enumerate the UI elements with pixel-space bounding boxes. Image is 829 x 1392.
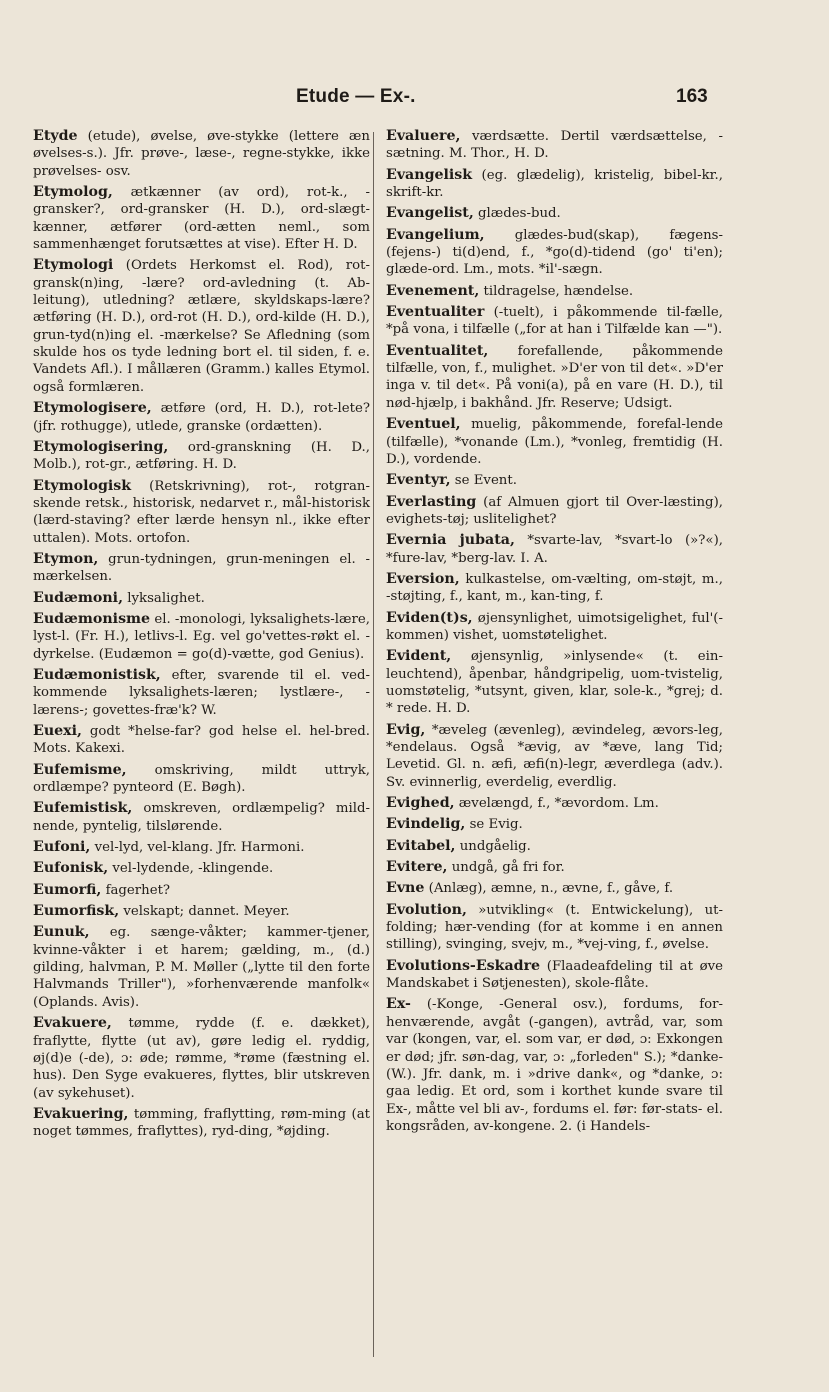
dictionary-entry	[386, 532, 723, 567]
entry-definition: (af Almuen gjort til Over-læsting), evighets-tøj; uslitelighet?	[386, 494, 723, 527]
entry-headword: Evakuering,	[33, 1105, 129, 1122]
dictionary-entry	[33, 551, 370, 586]
entry-definition: værdsætte. Dertil værdsættelse, -sætning. M. Thor., H. D.	[386, 129, 723, 162]
dictionary-entry	[386, 472, 723, 489]
entry-definition: el. -monologi, lyksalighets-lære, lyst-l. (Fr. H.), letlivs-l. Eg. vel go'vettes-røkt el. -dyrkelse. (Eudæmon = go(d)-vætte, god Genius).	[33, 611, 370, 662]
entry-definition: »utvikling« (t. Entwickelung), ut-folding; hær-vending (for at komme i en annen stilling), svinging, svejv, m., *vej-ving, f., øvelse.	[386, 902, 723, 953]
dictionary-entry	[386, 571, 723, 606]
entry-definition: muelig, påkommende, forefal-lende (tilfælle), *vonande (Lm.), *vonleg, fremtidig (H. D.), vordende.	[386, 417, 723, 467]
dictionary-entry	[386, 128, 723, 163]
entry-definition: (Ordets Herkomst el. Rod), rot-gransk(n)ing, -lære? ord-avledning (t. Ab-leitung), utledning? ætlære, skyldskaps-lære? ætføring (H. D.), ord-rot (H. D.), ord-kilde (H. D.), grun-tyd(n)ing el. -mærkelse? Se Afledning (som skulde hos os tyde ledning bort el. til siden, f. e. Vandets Afl.). I mållæren (Gramm.) kalles Etymol. også formlæren.	[33, 258, 370, 395]
entry-headword: Everlasting	[386, 493, 477, 510]
entry-definition: øjensynlighet, uimotsigelighet, ful'(-kommen) vishet, uomstøtelighet.	[386, 610, 723, 643]
entry-definition: (Anlæg), æmne, n., ævne, f., gåve, f.	[424, 881, 674, 897]
entry-headword: Evangelist,	[386, 205, 474, 222]
entry-definition: ord-granskning (H. D., Molb.), rot-gr., ætføring. H. D.	[33, 439, 370, 473]
column-divider	[373, 132, 374, 1357]
entry-definition: *æveleg (ævenleg), ævindeleg, ævors-leg, *endelaus. Også *ævig, av *æve, lang Tid; Levetid. Gl. n. æfi, æfi(n)-legr, æverdlega (adv.). Sv. evinnerlig, everdelig, everdlig.	[386, 722, 723, 790]
entry-headword: Evig,	[386, 721, 426, 738]
entry-definition: kulkastelse, om-vælting, om-støjt, m., -støjting, f., kant, m., kan-ting, f.	[386, 571, 723, 605]
entry-headword: Evangelisk	[386, 166, 473, 183]
entry-headword: Eudæmonistisk,	[33, 666, 161, 683]
entry-definition: omskriving, mildt uttryk, ordlæmpe? pynteord (E. Bøgh).	[33, 762, 370, 796]
entry-definition: glædes-bud.	[473, 206, 561, 222]
dictionary-entry	[386, 838, 723, 855]
dictionary-entry	[33, 882, 370, 899]
page-number: 163	[676, 86, 708, 107]
entry-definition: grun-tydningen, grun-meningen el. -mærkelsen.	[33, 551, 370, 585]
dictionary-entry	[33, 839, 370, 856]
entry-definition: vel-lydende, -klingende.	[108, 861, 274, 877]
entry-headword: Eufoni,	[33, 839, 91, 856]
entry-definition: forefallende, påkommende tilfælle, von, f., mulighet. »D'er von til det«. »D'er inga v. til det«. På voni(a), på en vare (H. D.), til nød-hjælp, i bakhånd. Jfr. Reserve; Udsigt.	[386, 343, 723, 411]
entry-definition: lyksalighet.	[123, 590, 205, 606]
dictionary-entry	[33, 257, 370, 396]
entry-definition: tildragelse, hændelse.	[479, 283, 634, 299]
dictionary-entry	[33, 903, 370, 920]
dictionary-entry	[33, 1015, 370, 1102]
entry-headword: Evighed,	[386, 795, 455, 812]
entry-headword: Etymolog,	[33, 184, 113, 201]
entry-definition: ætføre (ord, H. D.), rot-lete? (jfr. rothugge), utlede, granske (ordætten).	[33, 401, 370, 434]
entry-headword: Eufonisk,	[33, 860, 109, 877]
left-column	[33, 128, 370, 1145]
right-column	[386, 128, 723, 1139]
dictionary-entry	[386, 902, 723, 954]
entry-definition: tømme, rydde (f. e. dækket), fraflytte, flytte (ut av), gøre ledig el. ryddig, øj(d)e (-de), ɔ: øde; rømme, *røme (fæstning el. hus). Den Syge evakueres, flyttes, blir utskreven (av sykehuset).	[33, 1016, 370, 1101]
entry-definition: tømming, fraflytting, røm-ming (at noget tømmes, fraflyttes), ryd-ding, *øjding.	[33, 1106, 370, 1140]
entry-headword: Evenement,	[386, 282, 480, 299]
entry-definition: (-tuelt), i påkommende til-fælle, *på vona, i tilfælle („for at han i Tilfælde kan —").	[386, 305, 723, 338]
dictionary-entry	[386, 205, 723, 222]
dictionary-entry	[33, 611, 370, 663]
dictionary-entry	[33, 478, 370, 547]
entry-definition: efter, svarende til el. ved-kommende lyksalighets-læren; lystlære-, -lærens-; govettes-fræ'k? W.	[33, 667, 370, 718]
entry-headword: Eudæmoni,	[33, 589, 124, 606]
dictionary-entry	[33, 924, 370, 1011]
entry-headword: Evitere,	[386, 859, 448, 876]
entry-headword: Ex-	[386, 996, 411, 1013]
dictionary-entry	[33, 400, 370, 435]
entry-definition: ætkænner (av ord), rot-k., -gransker?, ord-gransker (H. D.), ord-slægt-kænner, ætfører (ord-ætten neml., som sammenhænget forutsættes at vise). Efter H. D.	[33, 185, 370, 253]
entry-definition: godt *helse-far? god helse el. hel-bred. Mots. Kakexi.	[33, 724, 370, 757]
dictionary-entry	[33, 667, 370, 719]
entry-headword: Evolutions-Eskadre	[386, 957, 541, 974]
entry-definition: (etude), øvelse, øve-stykke (lettere æn øvelses-s.). Jfr. prøve-, læse-, regne-stykke, ikke prøvelses- osv.	[33, 129, 370, 179]
dictionary-entry	[33, 184, 370, 253]
entry-headword: Eventyr,	[386, 472, 451, 489]
dictionary-entry	[386, 880, 723, 897]
dictionary-entry	[33, 860, 370, 877]
entry-headword: Evitabel,	[386, 837, 456, 854]
entry-headword: Etymologisering,	[33, 438, 169, 455]
entry-headword: Etyde	[33, 128, 78, 144]
dictionary-entry	[33, 128, 370, 180]
dictionary-entry	[33, 1106, 370, 1141]
entry-headword: Eviden(t)s,	[386, 609, 473, 626]
entry-definition: ævelængd, f., *ævordom. Lm.	[454, 796, 659, 812]
entry-definition: eg. sænge-våkter; kammer-tjener, kvinne-våkter i et harem; gælding, m., (d.) gilding, halvman, P. M. Møller („lytte til den forte Halvmands Triller"), »forhenværende manfolk« (Oplands. Avis).	[33, 925, 370, 1010]
running-head: Etude — Ex-.	[296, 86, 416, 107]
dictionary-entry	[386, 227, 723, 279]
entry-headword: Evident,	[386, 648, 452, 665]
entry-definition: (-Konge, -General osv.), fordums, for-henværende, avgåt (-gangen), avtråd, var, som var (kongen, var, el. som var, er død, ɔ: Exkongen er død; jfr. søn-dag, var, ɔ: „forleden" S.); *danke- (W.). Jfr. dank, m. i »drive dank«, og *danke, ɔ: gaa ledig. Et ord, som i korthet kunde svare til Ex-, måtte vel bli av-, fordums el. før: før-stats- el. kongsråden, av-kongene. 2. (i Handels-	[386, 997, 723, 1134]
entry-headword: Etymologisk	[33, 477, 132, 494]
entry-headword: Etymologisere,	[33, 400, 152, 417]
entry-headword: Eufemisme,	[33, 761, 127, 778]
dictionary-entry	[386, 722, 723, 791]
dictionary-entry	[33, 439, 370, 474]
entry-definition: øjensynlig, »inlysende« (t. ein-leuchtend), åpenbar, håndgripelig, uom-tvistelig, uomstøtelig, *utsynt, given, klar, sole-k., *grej; d. * rede. H. D.	[386, 649, 723, 717]
dictionary-entry	[386, 648, 723, 717]
dictionary-entry	[33, 590, 370, 607]
entry-headword: Eventualitet,	[386, 342, 489, 359]
running-header	[0, 86, 829, 120]
entry-headword: Evolution,	[386, 901, 467, 918]
entry-headword: Etymon,	[33, 550, 99, 567]
entry-headword: Etymologi	[33, 257, 114, 274]
dictionary-entry	[386, 304, 723, 339]
dictionary-entry	[33, 800, 370, 835]
entry-headword: Eventuel,	[386, 416, 461, 433]
dictionary-entry	[33, 762, 370, 797]
dictionary-entry	[386, 996, 723, 1135]
entry-headword: Eufemistisk,	[33, 800, 133, 817]
entry-headword: Eunuk,	[33, 924, 90, 941]
entry-headword: Eudæmonisme	[33, 610, 151, 627]
entry-definition: (Retskrivning), rot-, rotgran-skende retsk., historisk, nedarvet r., mål-historisk (lærd-staving? efter lærde hensyn nl., ikke efter uttalen). Mots. ortofon.	[33, 478, 370, 546]
entry-headword: Evaluere,	[386, 128, 461, 144]
entry-headword: Evne	[386, 880, 425, 897]
dictionary-entry	[386, 859, 723, 876]
entry-definition: undgå, gå fri for.	[447, 860, 565, 876]
entry-headword: Eumorfisk,	[33, 903, 120, 920]
entry-definition: *svarte-lav, *svart-lo (»?«), *fure-lav, *berg-lav. I. A.	[386, 533, 723, 566]
dictionary-entry	[386, 167, 723, 202]
dictionary-entry	[386, 494, 723, 529]
entry-definition: omskreven, ordlæmpelig? mild-nende, pyntelig, tilslørende.	[33, 801, 370, 834]
entry-headword: Eversion,	[386, 570, 460, 587]
entry-headword: Eumorfi,	[33, 881, 102, 898]
dictionary-entry	[386, 958, 723, 993]
entry-definition: vel-lyd, vel-klang. Jfr. Harmoni.	[90, 840, 305, 856]
dictionary-entry	[386, 795, 723, 812]
entry-definition: undgåelig.	[455, 838, 531, 854]
dictionary-entry	[386, 816, 723, 833]
dictionary-entry	[386, 343, 723, 412]
dictionary-entry	[386, 416, 723, 468]
entry-headword: Evangelium,	[386, 226, 485, 243]
dictionary-entry	[386, 283, 723, 300]
entry-definition: fagerhet?	[101, 882, 171, 898]
entry-headword: Euexi,	[33, 723, 82, 739]
entry-definition: velskapt; dannet. Meyer.	[119, 904, 290, 920]
entry-definition: (Flaadeafdeling til at øve Mandskabet i Søtjenesten), skole-flåte.	[386, 958, 723, 992]
dictionary-entry	[386, 610, 723, 645]
entry-definition: se Event.	[450, 473, 517, 489]
entry-headword: Evernia jubata,	[386, 532, 515, 549]
entry-definition: se Evig.	[465, 817, 523, 833]
entry-headword: Eventualiter	[386, 304, 485, 321]
entry-headword: Evakuere,	[33, 1015, 112, 1032]
entry-definition: (eg. glædelig), kristelig, bibel-kr., skrift-kr.	[386, 167, 723, 201]
entry-headword: Evindelig,	[386, 816, 466, 833]
entry-definition: glædes-bud(skap), fægens-(fejens-) ti(d)end, f., *go(d)-tidend (go' ti'en); glæde-ord. Lm., mots. *il'-sægn.	[386, 227, 723, 278]
dictionary-entry	[33, 723, 370, 758]
